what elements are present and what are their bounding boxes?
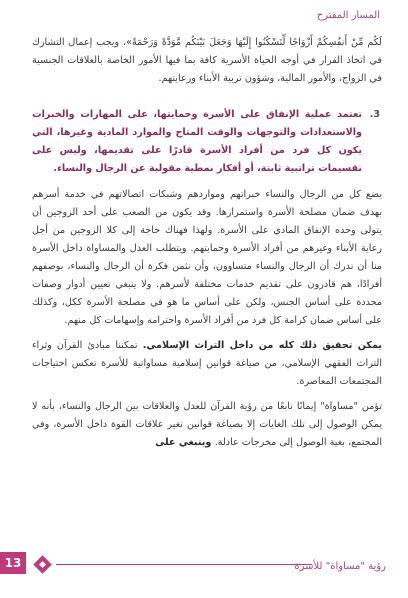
- footer-title: رؤية "مساواة" للأسرة: [294, 561, 386, 572]
- paragraph-family-roles: يضع كل من الرجال والنساء خبراتهم ومواردهم وشبكات اتصالاتهم في خدمة أسرهم بهدف ضمان مصلحة الأسرة واستمرارها. وقد يكون من الصعب على أحد الزوجين أن يتولى وحده الإنفاق المادي على الأسرة. ولهذا فهناك حاجة إلى كلا الزوجين من أجل رعاية الأبناء وغيرهم من أفراد الأسرة وحمايتهم. ويتطلب العدل والمساواة داخل الأسرة منا أن ندرك أن الرجال والنساء متساوون، وأن نثمن فكرة أن الرجال والنساء، بوصفهم أفرادًا، هم قادرون على تقديم خدمات مختلفة لأسرهم. ولا ينبغي تعيين أدوار وصفات محددة على أساس الجنس، ولكن على أساس ما هو في مصلحة الأسرة ككل، وكذلك على أساس ضمان كرامة كل فرد من أفراد الأسرة واحترامه وإسهامات كل منهم.: [32, 189, 382, 326]
- point-text: تعتمد عملية الإنفاق على الأسرة وحمايتها، على المهارات والخبرات والاستعدادات والتوجهات والوقت المتاح والموارد المادية وغيرها، التي يكون كل فرد من أفراد الأسرة قادرًا على تقديمها، وليس على تقسيمات تراتبية ثابتة، أو أفكار نمطية مقولبة عن الرجال والنساء.: [32, 109, 362, 174]
- paragraph-musawah-belief: [32, 398, 382, 452]
- paragraph-text: تؤمن "مساواة" إيمانًا نابعًا من رؤية القرآن للعدل والعلاقات بين الرجال والنساء، بأنه لا يمكن الوصول إلى تلك الغايات إلا بصياغة قوانين تغير علاقات القوة داخل الأسرة، وفي المجتمع، بغية الوصول إلى مخرجات عادلة.: [32, 401, 382, 448]
- numbered-point-3: [32, 106, 382, 178]
- bold-tail: وينبغي على: [155, 437, 215, 448]
- bold-lead: يمكن تحقيق ذلك كله من داخل التراث الإسلامي.: [142, 340, 382, 351]
- footer-divider: [56, 564, 312, 565]
- page-footer: [0, 552, 408, 598]
- paragraph-islamic-heritage: [32, 337, 382, 391]
- running-header: المسار المقترح: [316, 10, 380, 21]
- point-number: 3.: [369, 109, 380, 120]
- page-body: [32, 34, 382, 459]
- paragraph-quran-quote: لَكُم مِّنْ أَنفُسِكُمْ أَزْوَاجًا لِّتَسْكُنُوا إِلَيْهَا وَجَعَلَ بَيْنَكُم مَّوَدَّةً وَرَحْمَةً»، ويجب إعمال التشارك في اتخاذ القرار في أوجه الحياة الأسرية كافة بما فيها الأمور الخاصة بالعلاقات الجنسية في الزواج، والأمور المالية، وشؤون تربية الأبناء ورعايتهم.: [32, 37, 382, 84]
- paragraph-text: تمكننا مبادئ القرآن وثراء التراث الفقهي الإسلامي، من صياغة قوانين إسلامية مساواتية للأسرة تعكس احتياجات المجتمعات المعاصرة.: [32, 340, 382, 387]
- page-number: 13: [0, 552, 26, 574]
- diamond-ornament-icon: [33, 555, 51, 573]
